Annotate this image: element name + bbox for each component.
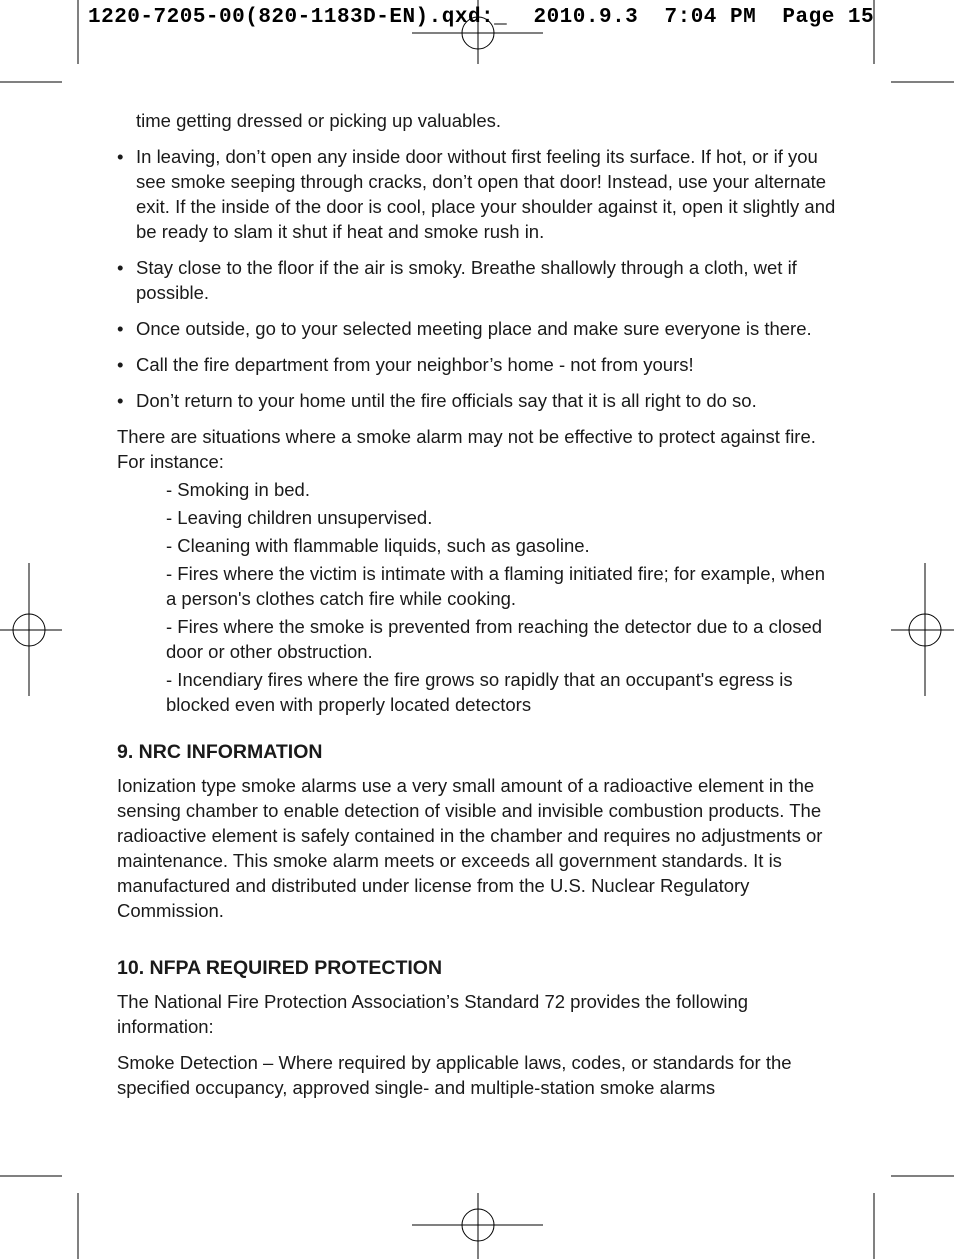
registration-mark-right <box>891 563 954 696</box>
situations-intro: There are situations where a smoke alarm may not be effective to protect against fire. For instance: <box>117 426 816 472</box>
situations-list <box>166 477 837 717</box>
list-item: - Fires where the victim is intimate with a flaming initiated fire; for example, when a person's clothes catch fire while cooking. <box>166 563 826 609</box>
list-item: - Incendiary fires where the fire grows so rapidly that an occupant's egress is blocked even with properly located detectors <box>166 669 793 715</box>
list-item: • Don’t return to your home until the fire officials say that it is all right to do so. <box>117 388 837 413</box>
intro-continuation: time getting dressed or picking up valuables. <box>136 110 502 131</box>
section-9-body: Ionization type smoke alarms use a very small amount of a radioactive element in the sensing chamber to enable detection of visible and invisible combustion products. The radioactive element is safely contained in the chamber and requires no adjustments or maintenance. This smoke alarm meets or exceeds all government standards. It is manufactured and distributed under license from the U.S. Nuclear Regulatory Commission. <box>117 775 823 921</box>
list-item: - Leaving children unsupervised. <box>166 507 433 528</box>
registration-mark-top <box>412 0 543 64</box>
section-10-body-2: Smoke Detection – Where required by applicable laws, codes, or standards for the specified occupancy, approved single- and multiple-station smoke alarms <box>117 1052 792 1098</box>
registration-mark-left <box>0 563 62 696</box>
section-10-body-1: The National Fire Protection Association’s Standard 72 provides the following information: <box>117 991 749 1037</box>
section-10-heading: 10. NFPA REQUIRED PROTECTION <box>117 957 443 979</box>
list-item: - Fires where the smoke is prevented from reaching the detector due to a closed door or other obstruction. <box>166 616 823 662</box>
list-item: • Once outside, go to your selected meeting place and make sure everyone is there. <box>117 316 837 341</box>
list-item: • Call the fire department from your neighbor’s home - not from yours! <box>117 352 837 377</box>
list-item: - Smoking in bed. <box>166 479 310 500</box>
list-item: • Stay close to the floor if the air is smoky. Breathe shallowly through a cloth, wet if possible. <box>117 255 837 305</box>
escape-tips-list <box>117 144 837 413</box>
list-item: • In leaving, don’t open any inside door without first feeling its surface. If hot, or if you see smoke seeping through cracks, don’t open that door! Instead, use your alternate exit. If the inside of the door is cool, place your shoulder against it, open it slightly and be ready to slam it shut if heat and smoke rush in. <box>117 144 837 244</box>
section-9-heading: 9. NRC INFORMATION <box>117 741 323 763</box>
list-item: - Cleaning with flammable liquids, such as gasoline. <box>166 535 590 556</box>
print-slug: 1220-7205-00(820-1183D-EN).qxd:_ 2010.9.3 7:04 PM Page 15 <box>88 6 875 29</box>
registration-mark-bottom <box>412 1193 543 1259</box>
page-content <box>117 108 837 1111</box>
